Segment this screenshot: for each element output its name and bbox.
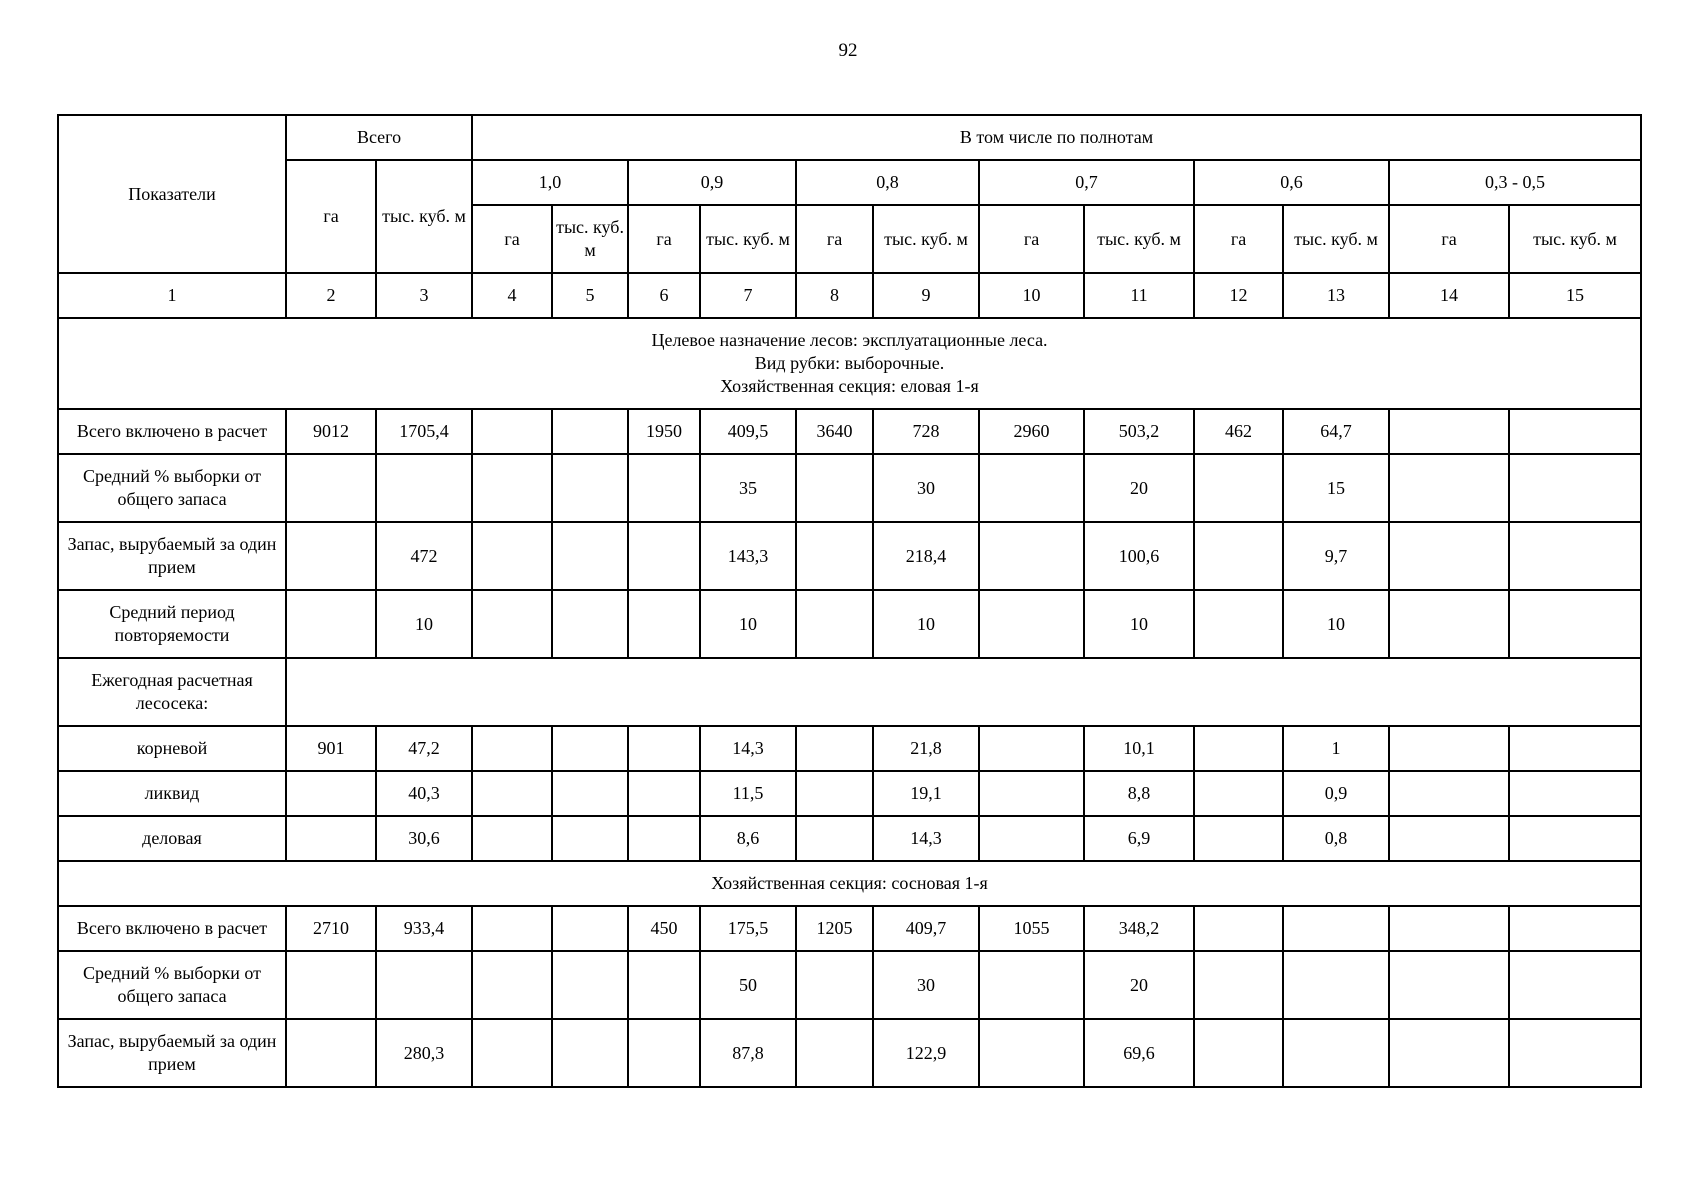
column-number: 6 [628,273,700,318]
unit-volume: тыс. куб. м [700,205,796,273]
header-density-0-8: 0,8 [796,160,979,205]
table-cell: 8,8 [1084,771,1194,816]
table-cell [796,816,873,861]
table-cell [628,726,700,771]
table-cell [1509,590,1641,658]
table-cell [1389,906,1509,951]
table-cell: 20 [1084,454,1194,522]
table-cell: 280,3 [376,1019,472,1087]
row-label: Всего включено в расчет [58,906,286,951]
table-cell [796,522,873,590]
table-cell [979,771,1084,816]
table-cell: 10,1 [1084,726,1194,771]
table-cell: 47,2 [376,726,472,771]
table-cell [552,454,628,522]
column-number: 5 [552,273,628,318]
header-indicators: Показатели [58,115,286,273]
table-row [58,906,1641,951]
table-cell [979,590,1084,658]
table-cell: 3640 [796,409,873,454]
table-row [58,726,1641,771]
table-cell [1389,590,1509,658]
table-cell: 175,5 [700,906,796,951]
table-cell [552,771,628,816]
table-cell [472,1019,552,1087]
table-cell [1509,409,1641,454]
table-cell [552,1019,628,1087]
header-density-0-7: 0,7 [979,160,1194,205]
table-cell [472,522,552,590]
header-density-0-3-0-5: 0,3 - 0,5 [1389,160,1641,205]
table-cell [286,771,376,816]
header-density-0-9: 0,9 [628,160,796,205]
table-cell: 472 [376,522,472,590]
table-cell [286,522,376,590]
section-title-line: Хозяйственная секция: еловая 1-я [720,376,979,396]
unit-ha: га [628,205,700,273]
table-cell [1194,522,1283,590]
row-label: Ежегодная расчетная лесосека: [58,658,286,726]
section-title [58,861,1641,906]
table-cell [1389,726,1509,771]
table-cell [1509,906,1641,951]
row-label: Запас, вырубаемый за один прием [58,522,286,590]
table-cell [628,590,700,658]
table-cell [1509,771,1641,816]
table-cell [472,726,552,771]
table-cell [628,816,700,861]
table-cell: 450 [628,906,700,951]
row-label: Средний % выборки от общего запаса [58,951,286,1019]
table-cell: 100,6 [1084,522,1194,590]
table-cell [1194,906,1283,951]
table-cell [286,590,376,658]
table-cell: 87,8 [700,1019,796,1087]
section-title-line: Хозяйственная секция: сосновая 1-я [711,873,988,893]
table-cell [796,951,873,1019]
section-header-row [58,318,1641,409]
table-cell [1509,522,1641,590]
table-cell [376,951,472,1019]
table-row [58,454,1641,522]
row-label: Всего включено в расчет [58,409,286,454]
table-cell: 2960 [979,409,1084,454]
table-cell: 6,9 [1084,816,1194,861]
table-cell: 35 [700,454,796,522]
header-row-1 [58,115,1641,160]
table-cell [286,816,376,861]
table-cell: 20 [1084,951,1194,1019]
column-number: 2 [286,273,376,318]
table-cell [1194,816,1283,861]
table-cell: 0,8 [1283,816,1389,861]
section-header-row [58,861,1641,906]
table-cell: 1205 [796,906,873,951]
table-cell [552,522,628,590]
table-cell: 14,3 [873,816,979,861]
table-cell: 1 [1283,726,1389,771]
table-cell: 21,8 [873,726,979,771]
table-cell: 11,5 [700,771,796,816]
table-cell [552,816,628,861]
row-label: деловая [58,816,286,861]
column-number-row [58,273,1641,318]
section-title-line: Целевое назначение лесов: эксплуатационные леса. [651,330,1048,350]
table-cell [796,454,873,522]
table-cell [1509,1019,1641,1087]
table-cell [979,726,1084,771]
table-cell: 30,6 [376,816,472,861]
table-cell: 30 [873,454,979,522]
table-cell [286,454,376,522]
table-cell [552,951,628,1019]
table-cell: 14,3 [700,726,796,771]
table-cell [472,771,552,816]
table-cell [1283,951,1389,1019]
table-row [58,1019,1641,1087]
header-total: Всего [286,115,472,160]
table-cell [796,590,873,658]
table-cell [1389,951,1509,1019]
table-cell [1194,1019,1283,1087]
table-cell [979,454,1084,522]
table-cell: 462 [1194,409,1283,454]
row-label: Средний % выборки от общего запаса [58,454,286,522]
unit-volume: тыс. куб. м [873,205,979,273]
table-cell [1283,906,1389,951]
column-number: 12 [1194,273,1283,318]
row-label: корневой [58,726,286,771]
table-cell [1389,454,1509,522]
table-cell: 1055 [979,906,1084,951]
table-cell [472,454,552,522]
table-row [58,409,1641,454]
table-cell: 50 [700,951,796,1019]
table-cell [628,951,700,1019]
table-cell: 69,6 [1084,1019,1194,1087]
header-row-2 [58,160,1641,205]
table-cell: 409,5 [700,409,796,454]
unit-volume: тыс. куб. м [1509,205,1641,273]
table-cell [376,454,472,522]
unit-volume: тыс. куб. м [552,205,628,273]
table-cell: 728 [873,409,979,454]
table-cell [1194,951,1283,1019]
table-cell [472,951,552,1019]
header-by-density: В том числе по полнотам [472,115,1641,160]
row-label: Запас, вырубаемый за один прием [58,1019,286,1087]
table-cell: 1950 [628,409,700,454]
table-cell [1194,771,1283,816]
table-cell [552,726,628,771]
unit-ha: га [472,205,552,273]
column-number: 10 [979,273,1084,318]
table-cell: 503,2 [1084,409,1194,454]
table-cell [628,1019,700,1087]
empty-span-cell [286,658,1641,726]
table-cell [286,951,376,1019]
header-density-1-0: 1,0 [472,160,628,205]
table-cell: 10 [1084,590,1194,658]
unit-volume: тыс. куб. м [1283,205,1389,273]
table-cell [796,1019,873,1087]
header-density-0-6: 0,6 [1194,160,1389,205]
table-cell: 218,4 [873,522,979,590]
table-cell [979,522,1084,590]
table-row [58,816,1641,861]
column-number: 8 [796,273,873,318]
table-cell: 30 [873,951,979,1019]
table-cell: 2710 [286,906,376,951]
table-cell [979,951,1084,1019]
table-cell: 9012 [286,409,376,454]
table-cell [1509,454,1641,522]
table-cell [1509,816,1641,861]
column-number: 13 [1283,273,1389,318]
table-cell [286,1019,376,1087]
column-number: 14 [1389,273,1509,318]
table-cell [472,906,552,951]
table-cell [472,816,552,861]
section-title [58,318,1641,409]
table-cell [552,409,628,454]
table-cell: 8,6 [700,816,796,861]
table-cell [979,816,1084,861]
table-cell: 9,7 [1283,522,1389,590]
table-cell [1194,454,1283,522]
table-cell: 15 [1283,454,1389,522]
annual-allowance-row [58,658,1641,726]
table-cell: 19,1 [873,771,979,816]
table-cell [1389,522,1509,590]
table-cell [472,590,552,658]
table-cell: 10 [376,590,472,658]
table-row [58,590,1641,658]
header-total-volume: тыс. куб. м [376,160,472,273]
table-cell: 40,3 [376,771,472,816]
table-cell: 901 [286,726,376,771]
table-cell: 10 [873,590,979,658]
table-cell [1389,816,1509,861]
unit-ha: га [979,205,1084,273]
table-cell [472,409,552,454]
unit-volume: тыс. куб. м [1084,205,1194,273]
table-cell: 143,3 [700,522,796,590]
column-number: 15 [1509,273,1641,318]
table-row [58,522,1641,590]
column-number: 7 [700,273,796,318]
table-cell [1389,771,1509,816]
table-cell [628,771,700,816]
column-number: 4 [472,273,552,318]
page-number: 92 [838,40,858,61]
column-number: 9 [873,273,979,318]
table-cell: 10 [700,590,796,658]
table-cell [1194,726,1283,771]
row-label: Средний период повторяемости [58,590,286,658]
table-cell [628,454,700,522]
header-total-ha: га [286,160,376,273]
unit-ha: га [1389,205,1509,273]
table-cell: 409,7 [873,906,979,951]
row-label: ликвид [58,771,286,816]
table-cell [1509,951,1641,1019]
table-cell [979,1019,1084,1087]
table-cell [1509,726,1641,771]
table-cell [628,522,700,590]
unit-ha: га [1194,205,1283,273]
table-cell [552,590,628,658]
table-cell: 1705,4 [376,409,472,454]
table-cell [1389,1019,1509,1087]
column-number: 11 [1084,273,1194,318]
table-cell [796,726,873,771]
table-row [58,771,1641,816]
column-number: 1 [58,273,286,318]
table-cell [1283,1019,1389,1087]
table-cell [1194,590,1283,658]
table-cell: 933,4 [376,906,472,951]
table-cell: 122,9 [873,1019,979,1087]
table-cell [552,906,628,951]
table-cell [796,771,873,816]
table-cell: 64,7 [1283,409,1389,454]
column-number: 3 [376,273,472,318]
unit-ha: га [796,205,873,273]
section-title-line: Вид рубки: выборочные. [754,353,945,373]
table-row [58,951,1641,1019]
table-cell: 0,9 [1283,771,1389,816]
calculation-table [57,114,1642,1088]
table-cell: 10 [1283,590,1389,658]
table-cell: 348,2 [1084,906,1194,951]
table-cell [1389,409,1509,454]
